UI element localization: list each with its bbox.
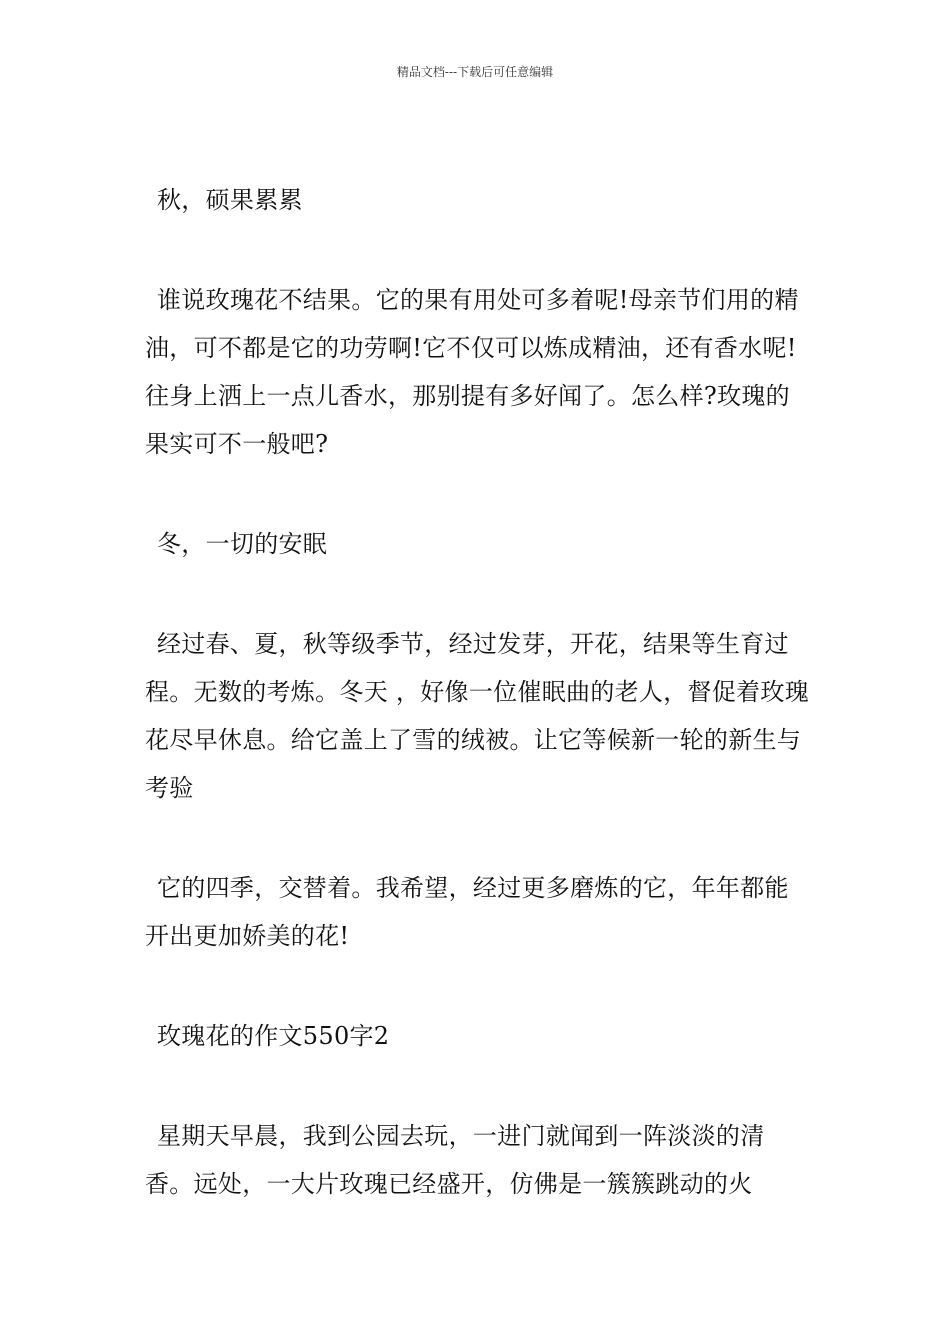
- section-heading-winter: 冬，一切的安眠: [157, 530, 328, 558]
- paragraph-conclusion: 它的四季，交替着。我希望，经过更多磨炼的它，年年都能开出更加娇美的花!: [145, 874, 789, 950]
- paragraph-essay-2-intro: 星期天早晨，我到公园去玩，一进门就闻到一阵淡淡的清香。远处，一大片玫瑰已经盛开，仿佛是一簇簇跳动的火: [145, 1122, 765, 1198]
- section-heading-autumn: 秋，硕果累累: [157, 186, 303, 214]
- page-header: 精品文档---下载后可任意编辑: [396, 65, 554, 79]
- paragraph-winter: 经过春、夏，秋等级季节，经过发芽，开花，结果等生育过程。无数的考炼。冬天 ，好像一位催眠曲的老人，督促着玫瑰花尽早休息。给它盖上了雪的绒被。让它等候新一轮的新生与考验: [145, 630, 810, 802]
- essay-title-2: 玫瑰花的作文550字2: [157, 1022, 390, 1050]
- paragraph-autumn: 谁说玫瑰花不结果。它的果有用处可多着呢!母亲节们用的精油，可不都是它的功劳啊!它不仅可以炼成精油，还有香水呢!往身上洒上一点儿香水，那别提有多好闻了。怎么样?玫瑰的果实可不一般吧?: [145, 286, 799, 458]
- document-body: [145, 176, 810, 1208]
